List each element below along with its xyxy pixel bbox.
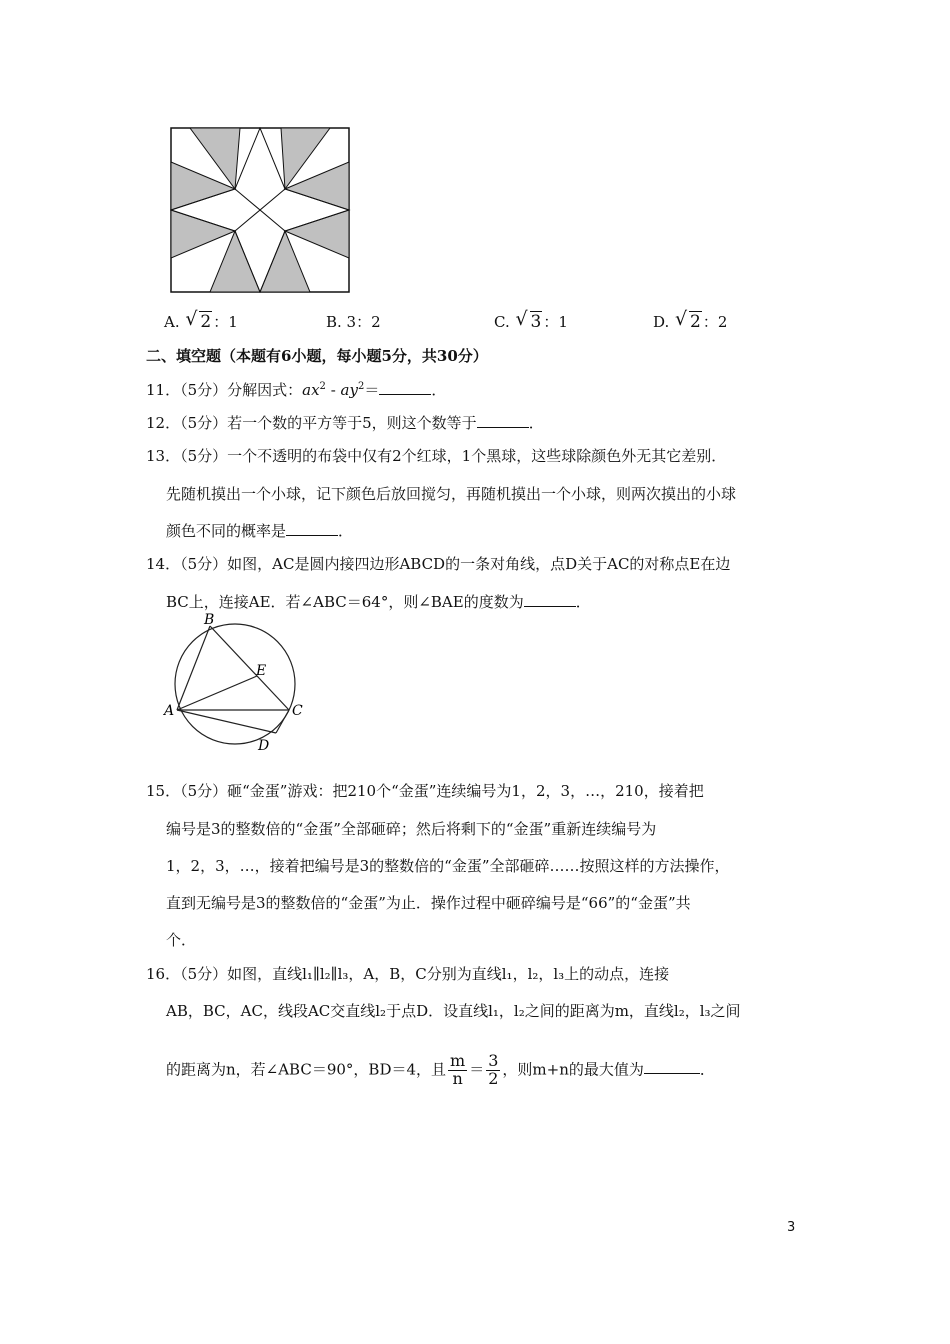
q14-line2-row — [166, 591, 591, 612]
q11-prefix: 11．（5分）分解因式： — [146, 381, 303, 399]
frac1-num: m — [450, 1051, 466, 1070]
label-d: D — [258, 738, 270, 754]
option-c-prefix: C. — [494, 313, 510, 331]
q11-sup1: 2 — [319, 381, 326, 392]
circle-quadrilateral-figure — [160, 612, 310, 754]
option-a-prefix: A. — [164, 313, 180, 331]
label-c: C — [292, 703, 303, 719]
option-d — [653, 308, 728, 332]
q15-line4: 直到无编号是3的整数倍的“金蛋”为止．操作过程中砸碎编号是“66”的“金蛋”共 — [166, 894, 691, 912]
q11-end: ． — [431, 381, 447, 399]
question-11 — [146, 379, 446, 400]
q11-expr-a: ax — [302, 381, 320, 399]
q13-answer-blank[interactable] — [286, 521, 338, 536]
q12-answer-blank[interactable] — [477, 413, 529, 428]
q15-line3: 1，2，3，…，接着把编号是3的整数倍的“金蛋”全部砸碎……按照这样的方法操作， — [166, 857, 730, 875]
q11-eq: ＝ — [364, 381, 380, 399]
q11-answer-blank[interactable] — [379, 380, 431, 395]
q15-line2: 编号是3的整数倍的“金蛋”全部砸碎；然后将剩下的“金蛋”重新连续编号为 — [166, 820, 657, 838]
frac2-num: 3 — [488, 1051, 499, 1070]
question-12 — [146, 412, 544, 433]
q15-line1: 15．（5分）砸“金蛋”游戏：把210个“金蛋”连续编号为1，2，3，…，210，接着把 — [146, 782, 704, 800]
q14-end: ． — [575, 593, 591, 611]
q16-line3-row — [166, 1053, 715, 1088]
option-c — [494, 308, 568, 332]
option-d-suffix: ：2 — [702, 313, 728, 331]
q16-line1: 16．（5分）如图，直线l₁∥l₂∥l₃，A，B，C分别为直线l₁，l₂，l₃上的动点，连接 — [146, 965, 670, 983]
star-square-figure — [170, 127, 351, 293]
page-number: 3 — [787, 1220, 796, 1235]
option-a — [164, 308, 238, 332]
option-a-suffix: ：1 — [213, 313, 238, 331]
q13-line2: 先随机摸出一个小球，记下颜色后放回搅匀，再随机摸出一个小球，则两次摸出的小球 — [166, 485, 737, 503]
q16-line3a: 的距离为n，若∠ABC＝90°，BD＝4，且 — [166, 1060, 447, 1079]
q12-end: ． — [528, 414, 544, 432]
q13-line3-row — [166, 520, 353, 541]
label-e: E — [256, 663, 267, 679]
q11-expr-b: ay — [340, 381, 358, 399]
option-d-prefix: D. — [653, 313, 670, 331]
fraction-m-over-n — [448, 1053, 467, 1088]
q13-line3: 颜色不同的概率是 — [166, 522, 287, 540]
sqrt-d: √ 2 — [675, 308, 701, 332]
circumcircle — [175, 624, 295, 744]
option-c-suffix: ：1 — [543, 313, 568, 331]
q15-line5: 个． — [166, 931, 197, 949]
sqrt-c-radicand: 3 — [530, 312, 542, 332]
q14-answer-blank[interactable] — [524, 592, 576, 607]
section-title: 二、填空题（本题有6小题，每小题5分，共30分） — [146, 347, 488, 365]
q13-end: ． — [338, 522, 354, 540]
label-b: B — [204, 612, 215, 628]
q16-eq: ＝ — [469, 1060, 485, 1079]
q13-line1: 13．（5分）一个不透明的布袋中仅有2个红球，1个黑球，这些球除颜色外无其它差别． — [146, 447, 727, 465]
q12-text: 12．（5分）若一个数的平方等于5，则这个数等于 — [146, 414, 477, 432]
q16-line3b: ，则m+n的最大值为 — [502, 1060, 644, 1079]
frac1-den: n — [452, 1068, 463, 1088]
sqrt-a-radicand: 2 — [200, 312, 212, 332]
q16-answer-blank[interactable] — [644, 1059, 700, 1074]
sqrt-d-radicand: 2 — [690, 312, 701, 332]
option-b: B. 3：2 — [326, 313, 381, 331]
q11-minus: - — [325, 381, 341, 399]
frac2-den: 2 — [488, 1068, 499, 1088]
sqrt-c: √ 3 — [515, 308, 542, 332]
fraction-3-over-2 — [486, 1053, 500, 1088]
label-a: A — [164, 703, 175, 719]
q14-line2: BC上，连接AE．若∠ABC＝64°，则∠BAE的度数为 — [166, 593, 524, 611]
q16-line2: AB，BC，AC，线段AC交直线l₂于点D．设直线l₁，l₂之间的距离为m，直线l₂，l₃之间 — [166, 1002, 741, 1020]
q14-line1: 14．（5分）如图，AC是圆内接四边形ABCD的一条对角线，点D关于AC的对称点E在边 — [146, 555, 731, 573]
q16-end: ． — [699, 1060, 715, 1079]
sqrt-a: √ 2 — [185, 308, 212, 332]
q11-sup2: 2 — [357, 381, 365, 392]
